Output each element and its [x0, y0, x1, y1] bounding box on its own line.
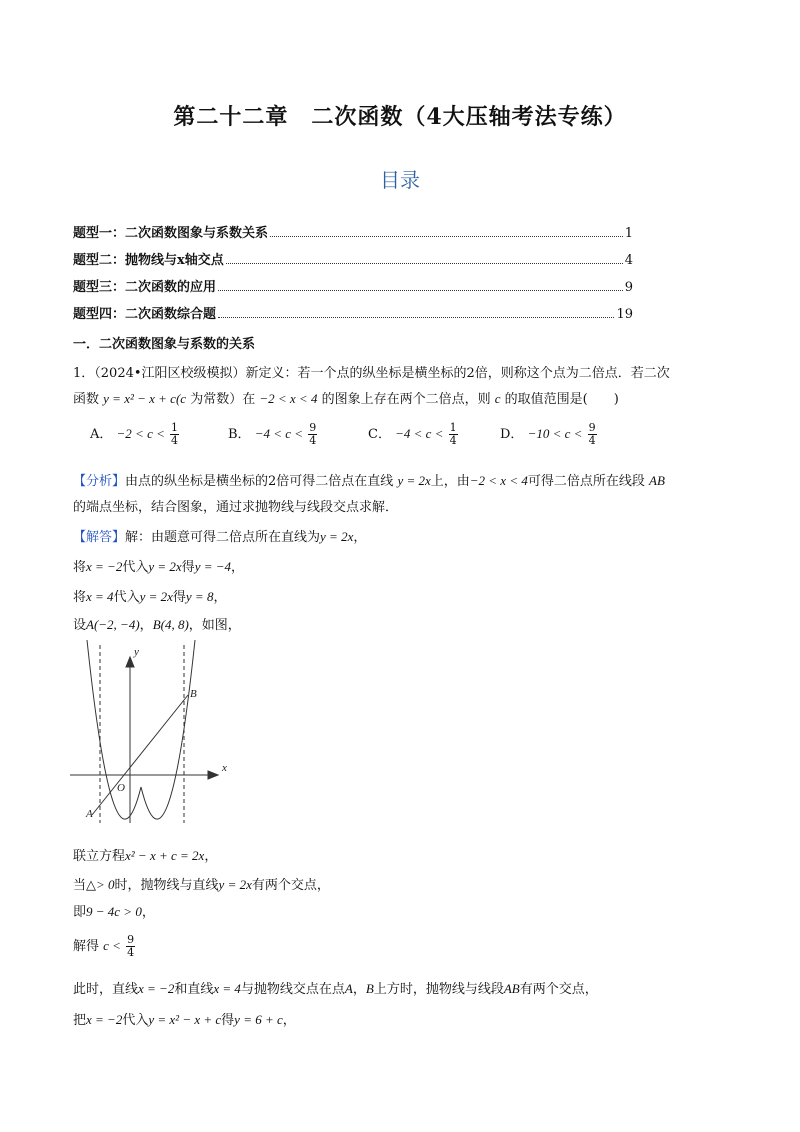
toc-dot-leader — [218, 316, 614, 318]
solution-line-4 — [73, 614, 241, 633]
math-line: y = 2x — [397, 473, 431, 488]
y-axis-arrow-icon — [126, 657, 134, 667]
solution-text: 此时，直线 — [73, 982, 139, 997]
math-segment: AB — [503, 981, 520, 996]
fraction — [170, 422, 179, 447]
fraction-denominator: 4 — [449, 434, 457, 447]
solution-text: 有两个交点， — [519, 982, 598, 997]
toc-entry-page: 19 — [616, 307, 633, 322]
solution-text: ， — [139, 618, 153, 633]
problem-line-2 — [73, 388, 619, 407]
toc-entry-1[interactable] — [73, 222, 633, 249]
math-range: −2 < x < 4 — [259, 391, 318, 406]
math-expr: x = −2 — [138, 981, 175, 996]
option-a[interactable] — [90, 422, 180, 447]
math-point: A — [344, 981, 353, 996]
option-letter: B． — [228, 427, 251, 442]
option-letter: D． — [500, 427, 524, 442]
solution-text: ， — [282, 1013, 296, 1028]
option-expr: −4 < c < — [395, 426, 444, 441]
solution-line-8 — [73, 934, 136, 959]
solution-text: 得 — [172, 590, 186, 605]
fraction — [588, 422, 597, 447]
document-title: 第二十二章 二次函数（4大压轴考法专练） — [173, 104, 627, 130]
solution-line-7 — [73, 901, 155, 920]
fraction-numerator: 9 — [309, 421, 317, 434]
solution-text: 代入 — [122, 1013, 149, 1028]
x-axis-label: x — [222, 762, 227, 774]
math-expr: y = 8 — [185, 589, 214, 604]
solution-text: 将 — [73, 590, 87, 605]
math-expr: x = −2 — [86, 1012, 123, 1027]
math-point: B — [365, 981, 374, 996]
fraction — [308, 422, 317, 447]
math-expr: x = 4 — [213, 981, 241, 996]
solution-line-2 — [73, 556, 244, 575]
toc-entry-label: 题型二：抛物线与x轴交点 — [73, 253, 224, 268]
math-expr: c < — [103, 938, 121, 953]
solution-text: ， — [352, 982, 366, 997]
fraction-denominator: 4 — [171, 434, 179, 447]
problem-text: 为常数）在 — [190, 392, 256, 407]
solution-text: ， — [353, 530, 367, 545]
toc-entry-page: 9 — [624, 280, 633, 295]
toc-heading: 目录 — [380, 168, 420, 192]
analysis-tag: 【分析】 — [73, 474, 126, 489]
math-expr: 9 − 4c > 0 — [86, 904, 142, 919]
section-heading: 一．二次函数图象与系数的关系 — [73, 337, 256, 352]
analysis-line-2: 的端点坐标，结合图象，通过求抛物线与线段交点求解． — [73, 500, 399, 515]
math-function: y = x² − x + c(c — [103, 391, 187, 406]
y-axis-label: y — [134, 646, 139, 658]
solution-text: 即 — [73, 905, 87, 920]
solution-text: 与抛物线交点在点 — [240, 982, 345, 997]
fraction-numerator: 1 — [449, 421, 457, 434]
analysis-line-1 — [73, 470, 665, 489]
origin-label: O — [117, 782, 125, 794]
math-line: y = 2x — [218, 877, 252, 892]
math-expr: x = 4 — [86, 589, 114, 604]
fraction-denominator: 4 — [309, 434, 317, 447]
math-expr: y = 6 + c — [234, 1012, 283, 1027]
toc-dot-leader — [270, 235, 623, 237]
solution-line-10 — [73, 1009, 296, 1028]
solution-text: ， — [231, 560, 245, 575]
toc-entry-page: 1 — [624, 226, 633, 241]
solution-text: 当△ — [73, 878, 96, 893]
fraction-denominator: 4 — [127, 946, 135, 959]
line-y-2x — [92, 695, 188, 815]
option-letter: A． — [90, 427, 113, 442]
option-expr: −2 < c < — [116, 426, 165, 441]
math-function: y = x² − x + c — [148, 1012, 222, 1027]
fraction-numerator: 1 — [171, 421, 179, 434]
math-segment: AB — [649, 473, 665, 488]
math-expr: x = −2 — [86, 559, 123, 574]
fraction — [449, 422, 458, 447]
solution-text: 得 — [181, 560, 195, 575]
solution-text: 时，抛物线与直线 — [114, 878, 219, 893]
toc-entry-2[interactable] — [73, 249, 633, 276]
solution-text: 上方时，抛物线与线段 — [373, 982, 504, 997]
table-of-contents — [73, 222, 633, 330]
solution-line-6 — [73, 874, 330, 893]
solution-text: 和直线 — [174, 982, 214, 997]
problem-text: 函数 — [73, 392, 100, 407]
option-letter: C． — [368, 427, 391, 442]
math-expr: y = 2x — [139, 589, 173, 604]
solution-text: 解：由题意可得二倍点所在直线为 — [125, 530, 321, 545]
point-b-label: B — [190, 688, 197, 700]
problem-text: 的图象上存在两个二倍点，则 — [321, 392, 491, 407]
x-axis-arrow-icon — [208, 771, 218, 779]
parabola-curve — [87, 640, 195, 819]
toc-entry-label: 题型四：二次函数综合题 — [73, 307, 217, 322]
fraction-numerator: 9 — [588, 421, 596, 434]
solution-text: ，如图， — [188, 618, 241, 633]
solution-text: 设 — [73, 618, 87, 633]
solution-text: ， — [204, 849, 218, 864]
math-expr: > 0 — [96, 877, 115, 892]
solution-text: 把 — [73, 1013, 87, 1028]
toc-dot-leader — [218, 289, 623, 291]
problem-text: 的取值范围是( ) — [504, 392, 619, 407]
toc-entry-4[interactable] — [73, 303, 633, 330]
toc-entry-label: 题型一：二次函数图象与系数关系 — [73, 226, 269, 241]
math-expr: y = −4 — [194, 559, 232, 574]
math-point: A(−2, −4) — [86, 617, 140, 632]
solution-text: 解得 — [73, 939, 100, 954]
solution-text: 有两个交点， — [251, 878, 330, 893]
toc-entry-page: 4 — [624, 253, 633, 268]
analysis-text: 由点的纵坐标是横坐标的2倍可得二倍点在直线 — [125, 474, 394, 489]
solution-tag: 【解答】 — [73, 530, 126, 545]
solution-line-1 — [73, 526, 366, 545]
point-a-label: A — [86, 808, 93, 820]
math-var: c — [494, 391, 501, 406]
option-expr: −4 < c < — [254, 426, 304, 441]
toc-entry-label: 题型三：二次函数的应用 — [73, 280, 217, 295]
fraction — [126, 934, 135, 959]
solution-line-5 — [73, 845, 217, 864]
option-d[interactable] — [500, 422, 598, 447]
analysis-text: 可得二倍点所在线段 — [527, 474, 645, 489]
analysis-text: 上，由 — [430, 474, 470, 489]
option-expr: −10 < c < — [527, 426, 583, 441]
fraction-denominator: 4 — [588, 434, 596, 447]
math-equation: x² − x + c = 2x — [125, 848, 205, 863]
parabola-figure — [70, 635, 240, 830]
solution-text: 代入 — [113, 590, 140, 605]
math-line: y = 2x — [320, 529, 354, 544]
math-range: −2 < x < 4 — [469, 473, 528, 488]
solution-text: 得 — [221, 1013, 235, 1028]
option-c[interactable] — [368, 422, 459, 447]
toc-entry-3[interactable] — [73, 276, 633, 303]
solution-text: 代入 — [122, 560, 149, 575]
toc-dot-leader — [226, 262, 623, 264]
problem-line-1: 1．（2024•江阳区校级模拟）新定义：若一个点的纵坐标是横坐标的2倍，则称这个点为二倍点．若二次 — [73, 366, 670, 381]
solution-line-9 — [73, 978, 598, 997]
solution-line-3 — [73, 586, 226, 605]
solution-text: ， — [213, 590, 227, 605]
solution-text: 联立方程 — [73, 849, 126, 864]
solution-text: 将 — [73, 560, 87, 575]
option-b[interactable] — [228, 422, 318, 447]
math-point: B(4, 8) — [152, 617, 189, 632]
math-expr: y = 2x — [148, 559, 182, 574]
solution-text: ， — [141, 905, 155, 920]
fraction-numerator: 9 — [127, 933, 135, 946]
